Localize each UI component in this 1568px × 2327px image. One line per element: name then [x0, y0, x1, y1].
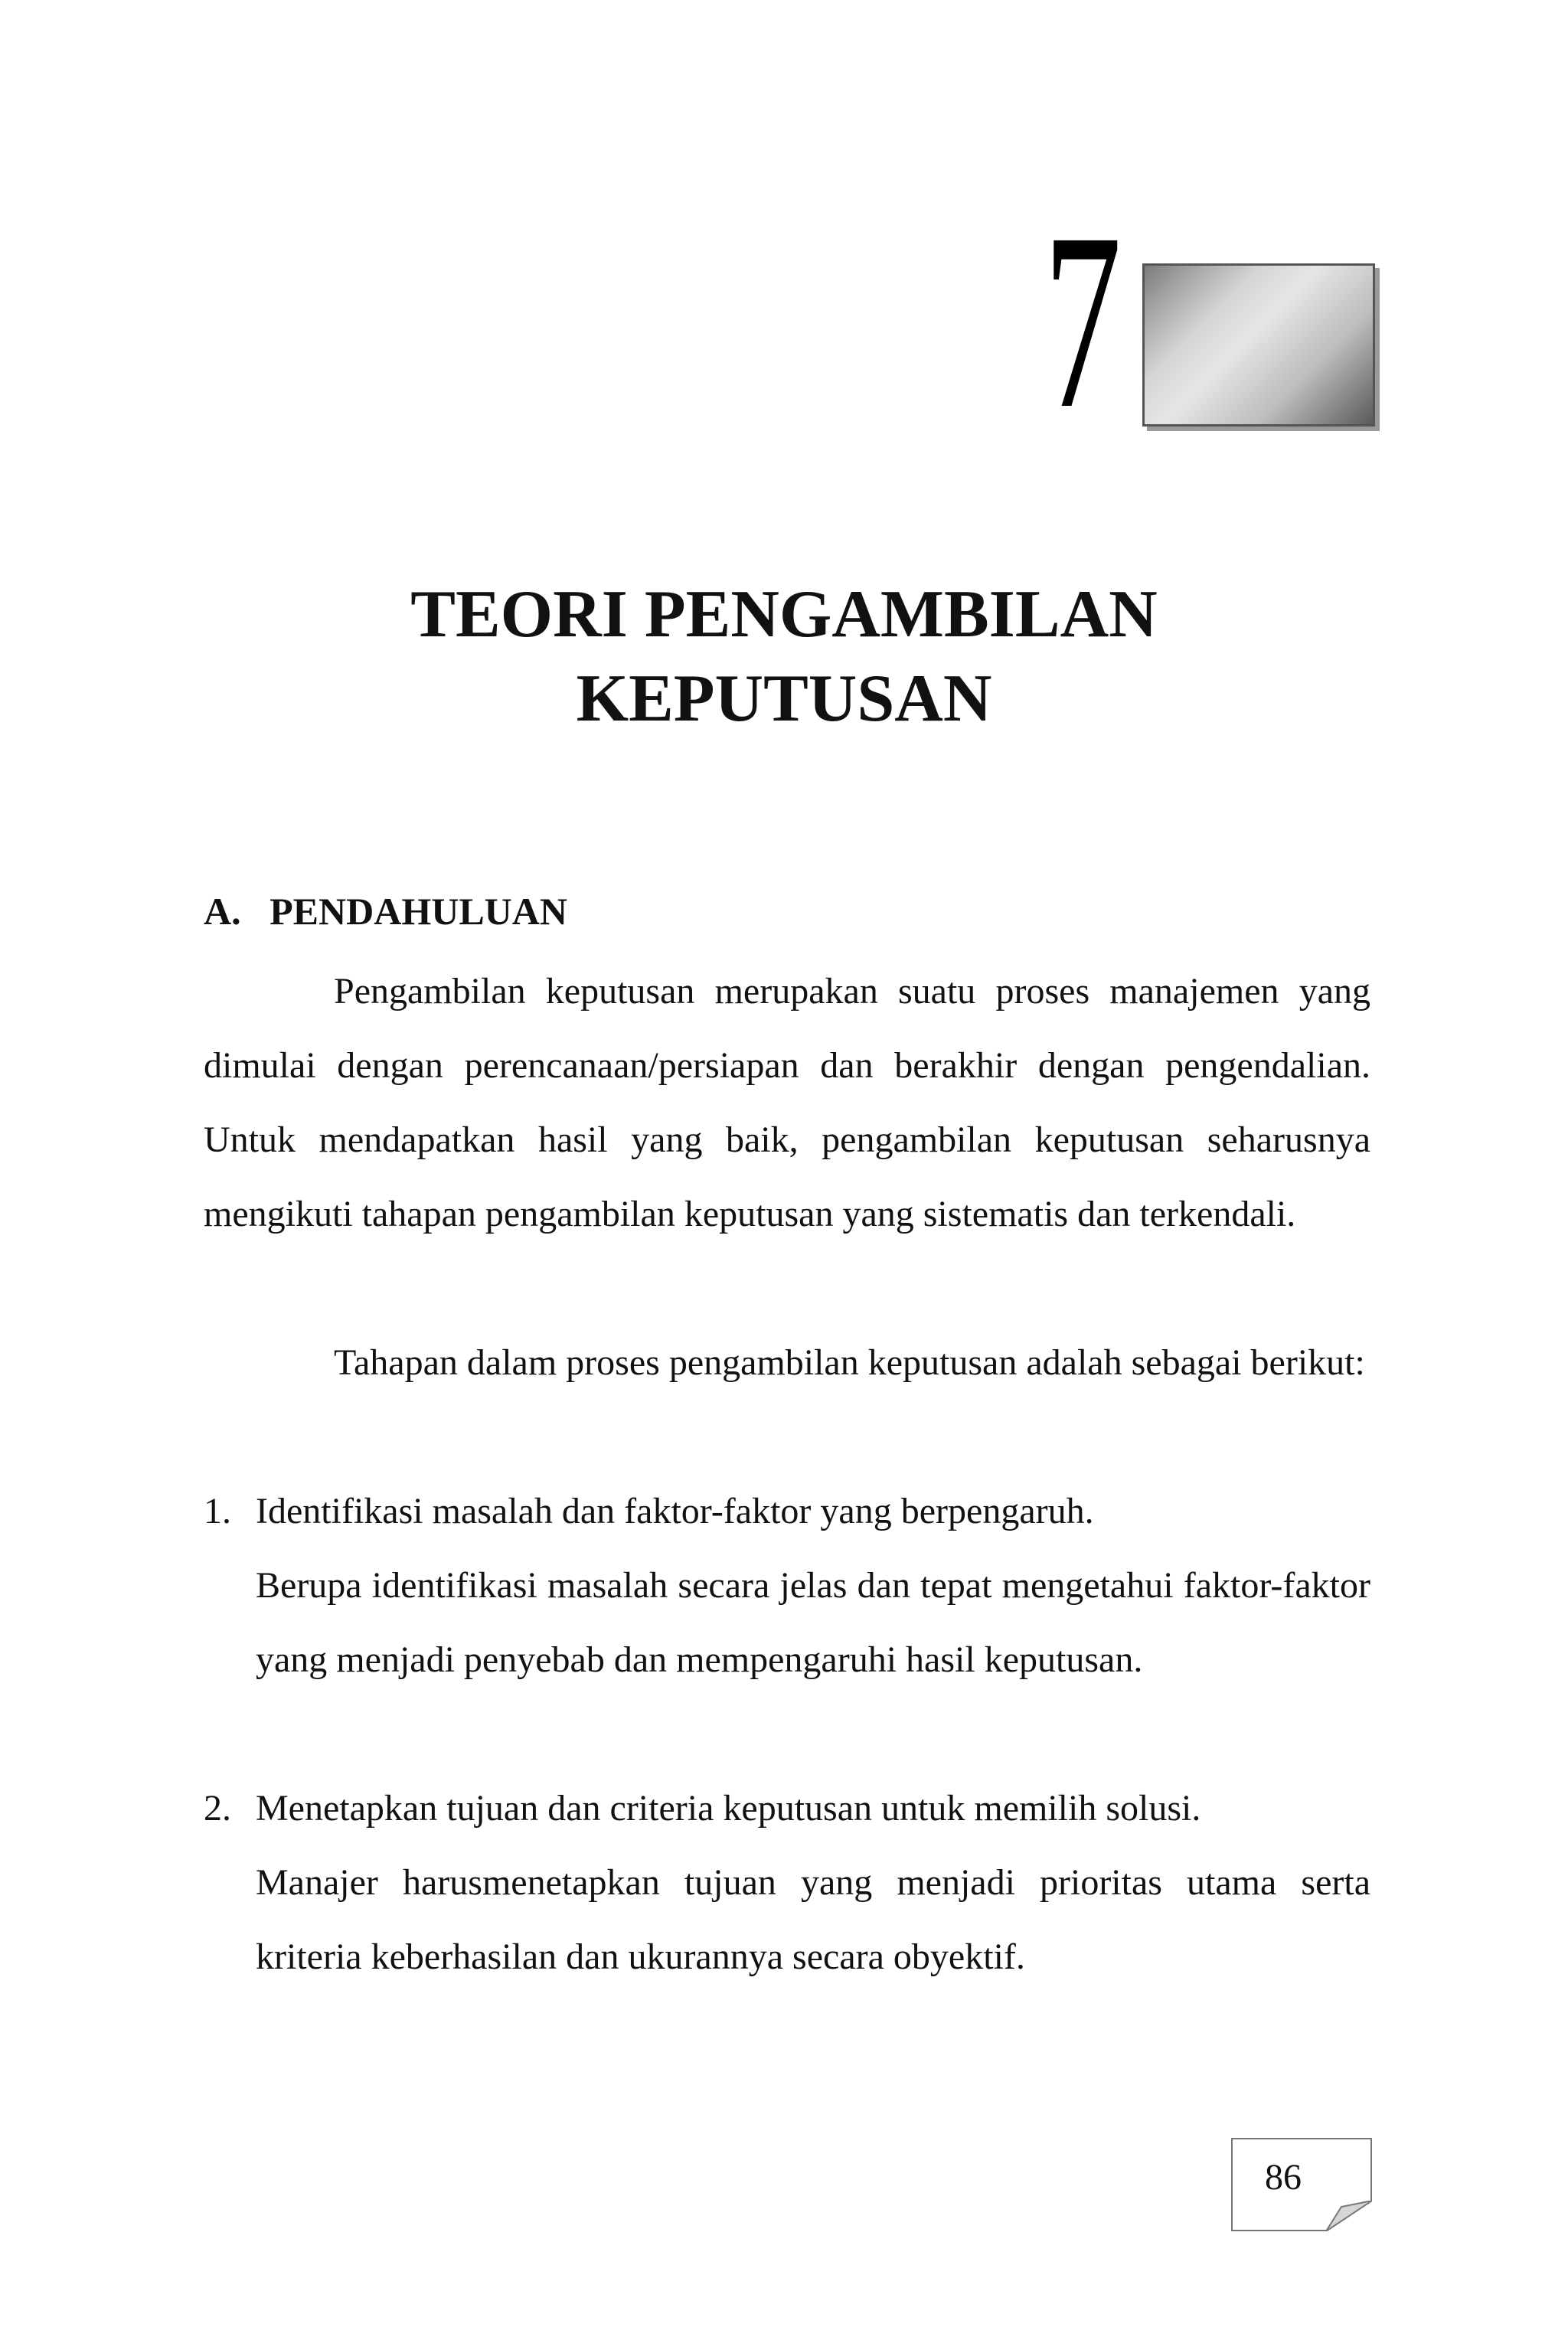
page-number: 86 — [1265, 2157, 1302, 2198]
section-heading — [204, 888, 567, 934]
page-curl-icon — [1326, 2201, 1372, 2231]
list-item — [204, 1771, 1370, 1994]
chapter-number: 7 — [1043, 181, 1122, 461]
list-item — [204, 1474, 1370, 1697]
chapter-title-line-1: TEORI PENGAMBILAN — [410, 577, 1158, 652]
list-item-description: Manajer harusmenetapkan tujuan yang menjadi prioritas utama serta kriteria keberhasilan dan ukurannya secara obyektif. — [256, 1862, 1370, 1977]
chapter-title — [0, 573, 1568, 741]
chapter-title-line-2: KEPUTUSAN — [576, 662, 992, 736]
section-title: PENDAHULUAN — [270, 890, 568, 933]
list-item-title: Identifikasi masalah dan faktor-faktor yang berpengaruh. — [256, 1491, 1094, 1531]
page-number-box — [1231, 2138, 1372, 2231]
paragraph-intro: Pengambilan keputusan merupakan suatu proses manajemen yang dimulai dengan perencanaan/persiapan dan berakhir dengan pengendalian. Untuk mendapatkan hasil yang baik, pengambilan keputusan seharusnya mengikuti tahapan pengambilan keputusan yang sistematis dan terkendali. — [204, 971, 1370, 1234]
list-item-title: Menetapkan tujuan dan criteria keputusan untuk memilih solusi. — [256, 1788, 1201, 1829]
list-item-number: 2. — [204, 1788, 231, 1829]
section-letter: A. — [204, 890, 241, 933]
list-item-number: 1. — [204, 1491, 231, 1531]
chapter-decorative-box — [1142, 263, 1375, 427]
list-item-description: Berupa identifikasi masalah secara jelas dan tepat mengetahui faktor-faktor yang menjadi penyebab dan mempengaruhi hasil keputusan. — [256, 1565, 1370, 1680]
paragraph-stages: Tahapan dalam proses pengambilan keputusan adalah sebagai berikut: — [334, 1342, 1365, 1383]
